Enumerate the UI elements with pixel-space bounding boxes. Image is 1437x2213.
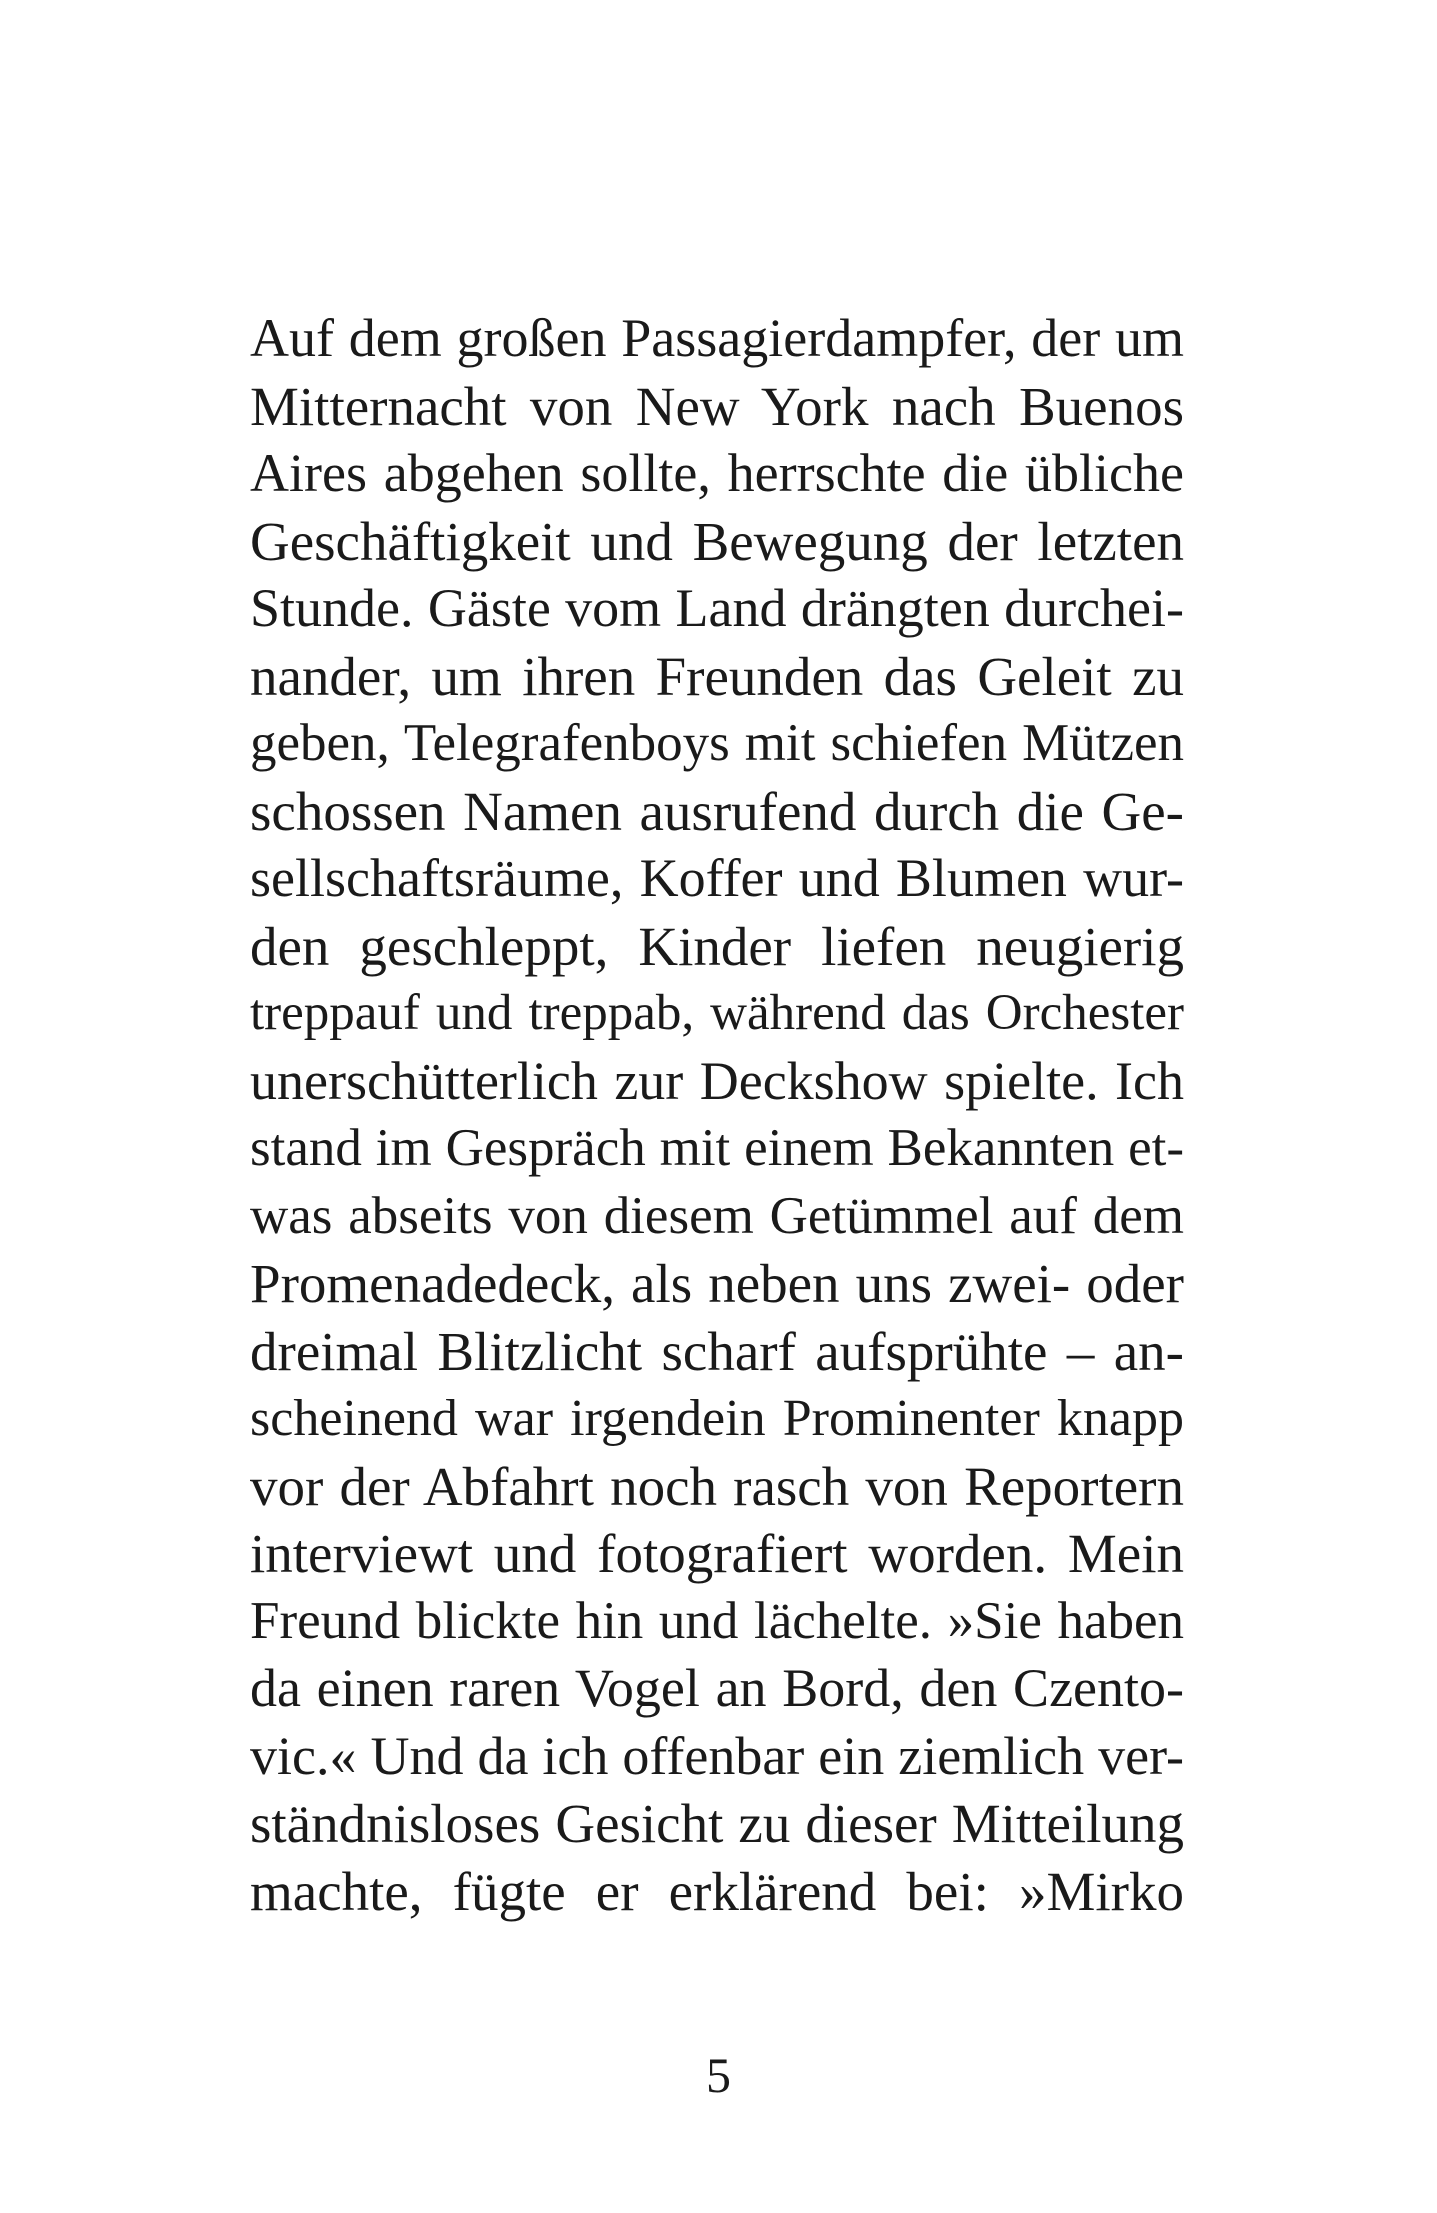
text-line: Auf dem großen Passagierdampfer, der um bbox=[250, 308, 1184, 368]
text-line: unerschütterlich zur Deckshow spielte. Ich bbox=[250, 1050, 1184, 1111]
text-line: interviewt und fotografiert worden. Mein bbox=[250, 1523, 1184, 1584]
text-line: vic.« Und da ich offenbar ein ziemlich ver- bbox=[250, 1725, 1184, 1786]
text-line: Promenadedeck, als neben uns zwei- oder bbox=[250, 1253, 1184, 1314]
text-line: scheinend war irgendein Prominenter knapp bbox=[250, 1390, 1184, 1447]
text-line: nander, um ihren Freunden das Geleit zu bbox=[250, 645, 1184, 707]
text-line: Mitternacht von New York nach Buenos bbox=[250, 375, 1184, 437]
page-number: 5 bbox=[706, 2047, 731, 2103]
text-line: den geschleppt, Kinder liefen neugierig bbox=[250, 915, 1184, 977]
text-line: Geschäftigkeit und Bewegung der letzten bbox=[250, 510, 1184, 572]
text-line: treppauf und treppab, während das Orchester bbox=[250, 985, 1184, 1041]
text-line: vor der Abfahrt noch rasch von Reportern bbox=[250, 1455, 1184, 1517]
text-line: dreimal Blitzlicht scharf aufsprühte – an- bbox=[250, 1320, 1184, 1382]
text-line: Freund blickte hin und lächelte. »Sie haben bbox=[250, 1591, 1184, 1650]
body-text bbox=[250, 305, 1184, 1925]
text-line: was abseits von diesem Getümmel auf dem bbox=[250, 1186, 1184, 1245]
text-line: stand im Gespräch mit einem Bekannten et- bbox=[250, 1119, 1184, 1177]
text-line: Aires abgehen sollte, herrschte die übliche bbox=[250, 443, 1184, 503]
text-line: da einen raren Vogel an Bord, den Czento- bbox=[250, 1658, 1184, 1718]
text-line: sellschaftsräume, Koffer und Blumen wur- bbox=[250, 848, 1184, 908]
text-line: machte, fügte er erklärend bei: »Mirko bbox=[250, 1860, 1184, 1922]
text-line: Stunde. Gäste vom Land drängten durchei- bbox=[250, 578, 1184, 638]
text-line: schossen Namen ausrufend durch die Ge- bbox=[250, 780, 1184, 842]
text-line: ständnisloses Gesicht zu dieser Mitteilung bbox=[250, 1793, 1184, 1854]
text-line: geben, Telegrafenboys mit schiefen Mützen bbox=[250, 714, 1184, 772]
